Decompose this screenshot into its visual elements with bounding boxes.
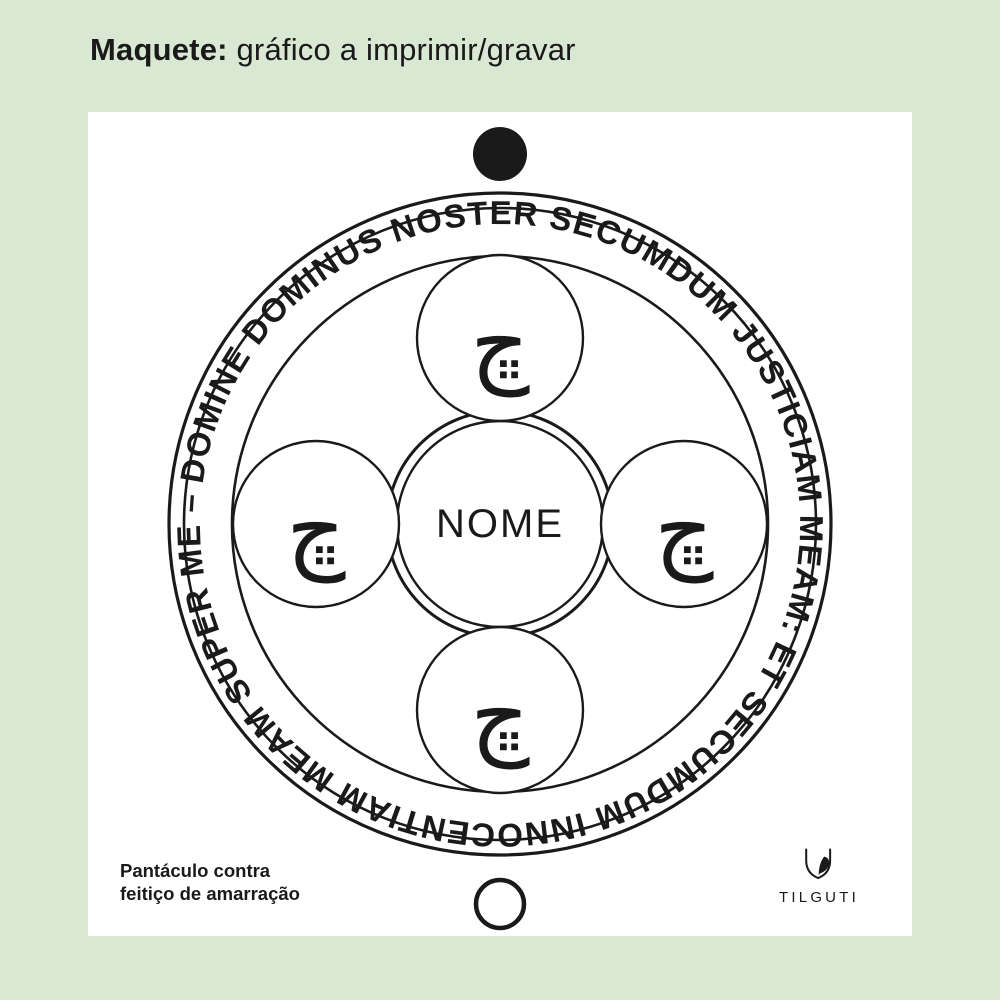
sigil-glyph-right: ڇ [654,479,714,581]
design-caption [120,859,300,906]
sigil-glyph-bottom: ڇ [470,665,530,767]
brand-logo [754,844,884,906]
design-caption-line2: feitiço de amarração [120,883,300,905]
brand-name: TILGUTI [779,889,859,906]
open-circle-icon [476,880,524,928]
ring-inscription-path: DOMINE DOMINUS NOSTER SECUMDUM JUSTICIAM MEAM: ET SECUMDUM INNOCENTIAM MEAM SUPER ME – [169,194,831,855]
page-title [90,32,576,68]
design-canvas [88,112,912,936]
page-title-rest: gráfico a imprimir/gravar [227,32,576,67]
center-name-label: NOME [436,502,564,546]
leaf-icon [797,844,841,884]
sigil-glyph-left: ڇ [286,479,346,581]
sigil-glyph-top: ڇ [470,293,530,395]
design-caption-line1: Pantáculo contra [120,859,271,881]
filled-dot-icon [473,127,527,181]
talisman-svg [88,112,912,936]
talisman-graphic [88,112,912,936]
page-title-bold: Maquete: [90,32,228,67]
